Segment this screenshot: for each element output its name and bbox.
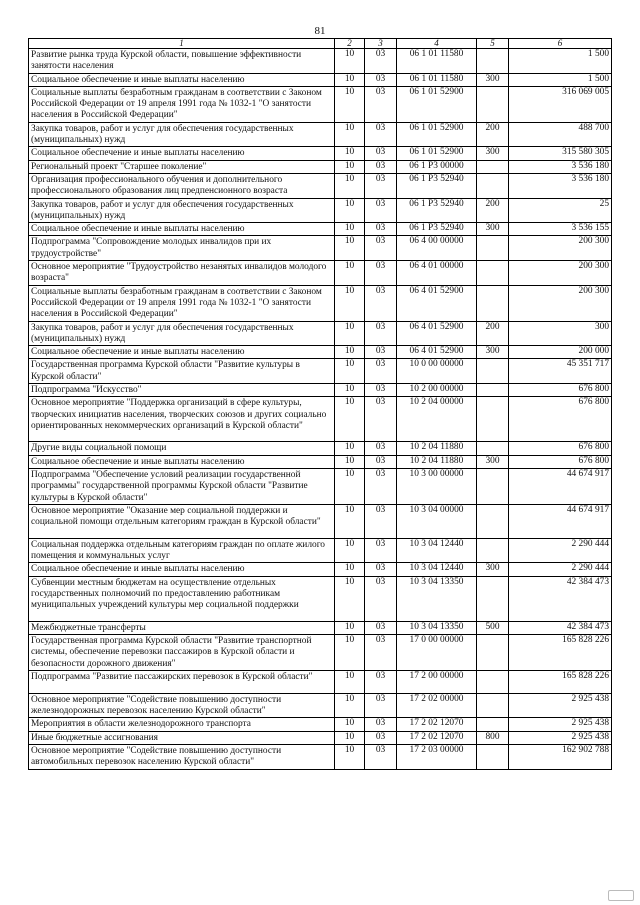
row-section: 10 (335, 122, 365, 147)
row-expense-type: 300 (477, 73, 509, 86)
row-expense-type (477, 397, 509, 442)
row-target-code: 06 1 01 11580 (397, 73, 477, 86)
row-target-code: 10 3 04 13350 (397, 576, 477, 621)
row-target-code: 06 1 01 52900 (397, 147, 477, 160)
row-subsection: 03 (365, 73, 397, 86)
row-expense-type (477, 359, 509, 384)
row-section: 10 (335, 49, 365, 74)
row-section: 10 (335, 693, 365, 718)
row-subsection: 03 (365, 122, 397, 147)
table-row (29, 718, 612, 731)
row-name: Социальные выплаты безработным гражданам в соответствии с Законом Российской Федерации от 19 апреля 1991 года № 1032-1 "О занятости населения в Российской Федерации" (29, 86, 335, 122)
table-row (29, 538, 612, 563)
row-subsection: 03 (365, 731, 397, 744)
table-row (29, 670, 612, 693)
row-target-code: 06 1 01 11580 (397, 49, 477, 74)
row-section: 10 (335, 563, 365, 576)
table-row (29, 563, 612, 576)
row-section: 10 (335, 621, 365, 634)
row-expense-type (477, 693, 509, 718)
row-amount: 200 300 (509, 261, 612, 286)
row-amount: 676 800 (509, 455, 612, 468)
row-target-code: 10 0 00 00000 (397, 359, 477, 384)
table-row (29, 173, 612, 198)
row-name: Социальные выплаты безработным гражданам в соответствии с Законом Российской Федерации от 19 апреля 1991 года № 1032-1 "О занятости населения в Российской Федерации" (29, 285, 335, 321)
row-target-code: 06 4 01 52900 (397, 285, 477, 321)
table-row (29, 321, 612, 346)
row-subsection: 03 (365, 173, 397, 198)
row-section: 10 (335, 321, 365, 346)
row-amount: 42 384 473 (509, 576, 612, 621)
row-expense-type: 300 (477, 223, 509, 236)
row-expense-type: 300 (477, 455, 509, 468)
row-section: 10 (335, 397, 365, 442)
table-row (29, 693, 612, 718)
row-name: Социальное обеспечение и иные выплаты населению (29, 346, 335, 359)
row-subsection: 03 (365, 198, 397, 223)
budget-table (28, 38, 612, 770)
table-row (29, 504, 612, 538)
table-row (29, 285, 612, 321)
row-target-code: 17 2 02 12070 (397, 718, 477, 731)
row-section: 10 (335, 745, 365, 770)
row-amount: 2 290 444 (509, 563, 612, 576)
row-subsection: 03 (365, 468, 397, 504)
row-subsection: 03 (365, 49, 397, 74)
row-subsection: 03 (365, 634, 397, 670)
row-subsection: 03 (365, 160, 397, 173)
row-expense-type (477, 745, 509, 770)
row-expense-type: 200 (477, 321, 509, 346)
row-subsection: 03 (365, 563, 397, 576)
table-row (29, 634, 612, 670)
row-section: 10 (335, 346, 365, 359)
row-amount: 676 800 (509, 397, 612, 442)
row-name: Субвенции местным бюджетам на осуществление отдельных государственных полномочий по предоставлению работникам муниципальных учреждений культуры мер социальной поддержки (29, 576, 335, 621)
row-target-code: 06 1 01 52900 (397, 122, 477, 147)
row-amount: 2 925 438 (509, 731, 612, 744)
row-target-code: 17 2 03 00000 (397, 745, 477, 770)
row-amount: 488 700 (509, 122, 612, 147)
row-expense-type (477, 261, 509, 286)
row-expense-type (477, 236, 509, 261)
row-expense-type (477, 160, 509, 173)
row-target-code: 06 1 P3 52940 (397, 198, 477, 223)
row-subsection: 03 (365, 442, 397, 455)
row-name: Подпрограмма "Развитие пассажирских перевозок в Курской области" (29, 670, 335, 693)
row-subsection: 03 (365, 346, 397, 359)
header-row (29, 39, 612, 49)
row-section: 10 (335, 504, 365, 538)
row-name: Иные бюджетные ассигнования (29, 731, 335, 744)
row-section: 10 (335, 86, 365, 122)
table-row (29, 359, 612, 384)
row-section: 10 (335, 670, 365, 693)
header-col-4: 4 (397, 39, 477, 49)
row-section: 10 (335, 285, 365, 321)
header-col-3: 3 (365, 39, 397, 49)
row-amount: 676 800 (509, 442, 612, 455)
table-row (29, 384, 612, 397)
row-amount: 25 (509, 198, 612, 223)
row-section: 10 (335, 73, 365, 86)
row-name: Закупка товаров, работ и услуг для обеспечения государственных (муниципальных) нужд (29, 198, 335, 223)
row-amount: 44 674 917 (509, 468, 612, 504)
row-subsection: 03 (365, 576, 397, 621)
table-row (29, 236, 612, 261)
row-name: Подпрограмма "Искусство" (29, 384, 335, 397)
row-section: 10 (335, 718, 365, 731)
row-target-code: 10 3 04 12440 (397, 563, 477, 576)
row-target-code: 06 4 01 00000 (397, 261, 477, 286)
row-amount: 1 500 (509, 73, 612, 86)
row-target-code: 10 2 04 00000 (397, 397, 477, 442)
row-amount: 200 000 (509, 346, 612, 359)
row-section: 10 (335, 147, 365, 160)
row-expense-type (477, 504, 509, 538)
row-name: Другие виды социальной помощи (29, 442, 335, 455)
row-target-code: 06 4 00 00000 (397, 236, 477, 261)
row-expense-type (477, 384, 509, 397)
row-section: 10 (335, 634, 365, 670)
row-name: Организация профессионального обучения и дополнительного профессионального образования лиц предпенсионного возраста (29, 173, 335, 198)
row-target-code: 06 1 P3 52940 (397, 223, 477, 236)
row-target-code: 10 3 00 00000 (397, 468, 477, 504)
row-amount: 42 384 473 (509, 621, 612, 634)
row-amount: 200 300 (509, 285, 612, 321)
row-target-code: 17 2 02 00000 (397, 693, 477, 718)
row-subsection: 03 (365, 504, 397, 538)
row-section: 10 (335, 455, 365, 468)
table-row (29, 397, 612, 442)
row-name: Межбюджетные трансферты (29, 621, 335, 634)
row-target-code: 10 3 04 13350 (397, 621, 477, 634)
row-target-code: 17 2 02 12070 (397, 731, 477, 744)
row-name: Развитие рынка труда Курской области, повышение эффективности занятости населения (29, 49, 335, 74)
row-amount: 162 902 788 (509, 745, 612, 770)
row-subsection: 03 (365, 285, 397, 321)
table-row (29, 223, 612, 236)
row-subsection: 03 (365, 745, 397, 770)
row-amount: 1 500 (509, 49, 612, 74)
row-amount: 200 300 (509, 236, 612, 261)
row-target-code: 17 0 00 00000 (397, 634, 477, 670)
row-amount: 315 580 305 (509, 147, 612, 160)
row-name: Закупка товаров, работ и услуг для обеспечения государственных (муниципальных) нужд (29, 321, 335, 346)
row-amount: 165 828 226 (509, 634, 612, 670)
row-section: 10 (335, 538, 365, 563)
row-expense-type: 800 (477, 731, 509, 744)
table-row (29, 198, 612, 223)
row-expense-type (477, 718, 509, 731)
row-name: Закупка товаров, работ и услуг для обеспечения государственных (муниципальных) нужд (29, 122, 335, 147)
row-amount: 3 536 155 (509, 223, 612, 236)
row-subsection: 03 (365, 384, 397, 397)
row-expense-type (477, 576, 509, 621)
row-amount: 676 800 (509, 384, 612, 397)
row-subsection: 03 (365, 236, 397, 261)
row-expense-type (477, 468, 509, 504)
row-amount: 44 674 917 (509, 504, 612, 538)
row-section: 10 (335, 731, 365, 744)
row-section: 10 (335, 261, 365, 286)
row-expense-type: 300 (477, 346, 509, 359)
table-row (29, 731, 612, 744)
row-expense-type (477, 86, 509, 122)
table-row (29, 86, 612, 122)
row-name: Социальное обеспечение и иные выплаты населению (29, 223, 335, 236)
row-name: Социальная поддержка отдельным категориям граждан по оплате жилого помещения и коммунальных услуг (29, 538, 335, 563)
row-subsection: 03 (365, 359, 397, 384)
row-target-code: 06 1 P3 00000 (397, 160, 477, 173)
row-section: 10 (335, 442, 365, 455)
row-name: Государственная программа Курской области "Развитие культуры в Курской области" (29, 359, 335, 384)
row-amount: 2 925 438 (509, 718, 612, 731)
row-amount: 316 069 005 (509, 86, 612, 122)
table-row (29, 621, 612, 634)
table-row (29, 745, 612, 770)
row-amount: 2 925 438 (509, 693, 612, 718)
row-amount: 300 (509, 321, 612, 346)
table-row (29, 73, 612, 86)
row-name: Основное мероприятие "Поддержка организаций в сфере культуры, творческих инициатив населения, творческих союзов и других социально ориентированных некоммерческих организаций в Курской области" (29, 397, 335, 442)
row-amount: 165 828 226 (509, 670, 612, 693)
table-row (29, 442, 612, 455)
header-col-6: 6 (509, 39, 612, 49)
row-target-code: 06 4 01 52900 (397, 321, 477, 346)
row-name: Основное мероприятие "Содействие повышению доступности железнодорожных перевозок населению Курской области" (29, 693, 335, 718)
row-subsection: 03 (365, 321, 397, 346)
table-row (29, 49, 612, 74)
row-amount: 3 536 180 (509, 173, 612, 198)
row-subsection: 03 (365, 147, 397, 160)
row-subsection: 03 (365, 538, 397, 563)
row-subsection: 03 (365, 261, 397, 286)
row-name: Мероприятия в области железнодорожного транспорта (29, 718, 335, 731)
header-col-5: 5 (477, 39, 509, 49)
row-target-code: 10 3 04 12440 (397, 538, 477, 563)
table-row (29, 346, 612, 359)
row-target-code: 10 3 04 00000 (397, 504, 477, 538)
row-expense-type: 200 (477, 198, 509, 223)
row-amount: 3 536 180 (509, 160, 612, 173)
table-row (29, 122, 612, 147)
row-expense-type (477, 285, 509, 321)
row-subsection: 03 (365, 397, 397, 442)
row-amount: 45 351 717 (509, 359, 612, 384)
row-name: Подпрограмма "Сопровождение молодых инвалидов при их трудоустройстве" (29, 236, 335, 261)
row-name: Основное мероприятие "Содействие повышению доступности автомобильных перевозок населению Курской области" (29, 745, 335, 770)
row-expense-type (477, 538, 509, 563)
table-row (29, 468, 612, 504)
row-name: Социальное обеспечение и иные выплаты населению (29, 563, 335, 576)
row-section: 10 (335, 160, 365, 173)
row-expense-type (477, 634, 509, 670)
table-row (29, 160, 612, 173)
header-col-2: 2 (335, 39, 365, 49)
page-number: 81 (314, 25, 326, 37)
row-name: Подпрограмма "Обеспечение условий реализации государственной программы" государственной программы Курской области "Развитие культуры в Курской области" (29, 468, 335, 504)
row-name: Социальное обеспечение и иные выплаты населению (29, 147, 335, 160)
row-subsection: 03 (365, 693, 397, 718)
row-expense-type: 300 (477, 147, 509, 160)
row-section: 10 (335, 223, 365, 236)
row-target-code: 06 1 P3 52940 (397, 173, 477, 198)
row-name: Социальное обеспечение и иные выплаты населению (29, 455, 335, 468)
row-section: 10 (335, 359, 365, 384)
row-expense-type (477, 173, 509, 198)
row-target-code: 06 1 01 52900 (397, 86, 477, 122)
row-name: Основное мероприятие "Трудоустройство незанятых инвалидов молодого возраста" (29, 261, 335, 286)
row-subsection: 03 (365, 621, 397, 634)
table-row (29, 147, 612, 160)
row-expense-type (477, 49, 509, 74)
row-section: 10 (335, 198, 365, 223)
scan-corner-mark (608, 890, 634, 901)
row-subsection: 03 (365, 718, 397, 731)
row-subsection: 03 (365, 455, 397, 468)
row-name: Региональный проект "Старшее поколение" (29, 160, 335, 173)
table-row (29, 261, 612, 286)
header-col-1: 1 (29, 39, 335, 49)
row-section: 10 (335, 236, 365, 261)
table-row (29, 576, 612, 621)
row-target-code: 17 2 00 00000 (397, 670, 477, 693)
row-expense-type: 200 (477, 122, 509, 147)
row-expense-type: 300 (477, 563, 509, 576)
row-name: Социальное обеспечение и иные выплаты населению (29, 73, 335, 86)
row-name: Основное мероприятие "Оказание мер социальной поддержки и социальной помощи отдельным категориям граждан в Курской области" (29, 504, 335, 538)
row-expense-type (477, 670, 509, 693)
row-target-code: 10 2 04 11880 (397, 455, 477, 468)
row-section: 10 (335, 576, 365, 621)
row-target-code: 10 2 00 00000 (397, 384, 477, 397)
row-subsection: 03 (365, 86, 397, 122)
row-section: 10 (335, 468, 365, 504)
row-name: Государственная программа Курской области "Развитие транспортной системы, обеспечение перевозки пассажиров в Курской области и безопасности дорожного движения" (29, 634, 335, 670)
row-target-code: 10 2 04 11880 (397, 442, 477, 455)
row-expense-type: 500 (477, 621, 509, 634)
row-section: 10 (335, 173, 365, 198)
table-row (29, 455, 612, 468)
row-subsection: 03 (365, 223, 397, 236)
row-target-code: 06 4 01 52900 (397, 346, 477, 359)
row-subsection: 03 (365, 670, 397, 693)
row-expense-type (477, 442, 509, 455)
row-amount: 2 290 444 (509, 538, 612, 563)
row-section: 10 (335, 384, 365, 397)
